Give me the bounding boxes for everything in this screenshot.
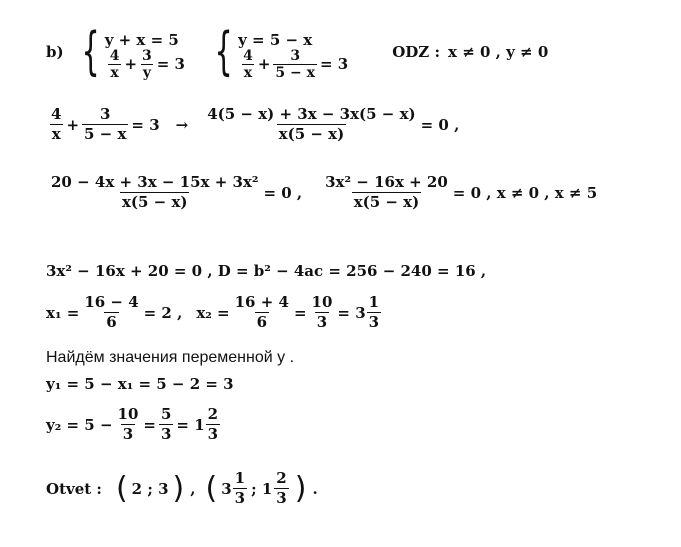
x2-label: x₂ = — [196, 303, 230, 322]
operator: + — [66, 115, 80, 134]
numerator: 4 — [51, 105, 62, 123]
numerator: 2 — [207, 405, 219, 423]
denominator: x(5 − x) — [278, 125, 345, 143]
numerator: 3 — [142, 47, 152, 64]
roots-line — [46, 294, 384, 331]
operator: + — [124, 55, 138, 73]
fraction — [82, 106, 128, 143]
numerator: 20 − 4x + 3x − 15x + 3x² — [51, 173, 259, 191]
mixed-whole: 3 — [221, 479, 232, 498]
part-label: b) — [46, 43, 64, 61]
numerator: 16 − 4 — [84, 293, 139, 311]
odz-label: ODZ : — [392, 43, 441, 61]
fraction — [116, 406, 141, 443]
numerator: 4 — [109, 47, 120, 64]
denominator: 5 − x — [84, 125, 127, 143]
system-2-eq1: y = 5 − x — [238, 31, 313, 49]
system-1-eq1: y + x = 5 — [104, 31, 179, 49]
system-1 — [104, 28, 185, 81]
rhs: = 2 , — [143, 303, 183, 322]
fraction — [49, 106, 63, 143]
system-2-eq2 — [238, 47, 349, 81]
x1-label: x₁ = — [46, 303, 80, 322]
denominator: 3 — [276, 489, 287, 507]
rhs: = 0 , x ≠ 0 , x ≠ 5 — [452, 183, 598, 202]
rhs: = 3 — [320, 55, 349, 73]
fraction — [323, 174, 450, 211]
denominator: 3 — [316, 313, 328, 331]
denominator: 3 — [368, 313, 380, 331]
numerator: 4 — [243, 47, 253, 64]
fraction — [274, 470, 288, 507]
fraction — [241, 49, 255, 80]
left-brace-1: { — [81, 22, 100, 82]
answer-pair-1: 2 ; 3 — [131, 479, 169, 498]
denominator: 3 — [207, 425, 219, 443]
fraction — [108, 49, 122, 80]
system-2 — [238, 28, 349, 81]
numerator: 16 + 4 — [234, 293, 289, 311]
answer-line — [46, 470, 318, 507]
y2-label: y₂ = 5 − — [46, 415, 113, 434]
fraction — [82, 294, 140, 331]
paren-close: ) — [294, 470, 307, 506]
find-y-text: Найдём значения переменной у . — [46, 349, 295, 366]
denominator: y — [142, 64, 151, 81]
denominator: 5 − x — [275, 64, 315, 81]
rhs: = 0 , — [420, 115, 460, 134]
operator: = — [143, 415, 156, 434]
numerator: 1 — [368, 293, 380, 311]
numerator: 3 — [100, 105, 111, 123]
fraction — [205, 106, 417, 143]
y1-line: y₁ = 5 − x₁ = 5 − 2 = 3 — [46, 375, 234, 393]
operator: + — [257, 55, 271, 73]
arrow-icon: → — [175, 115, 189, 134]
denominator: x — [243, 64, 253, 81]
fraction — [49, 174, 260, 211]
rhs: = 1 — [176, 415, 205, 434]
denominator: 6 — [106, 313, 117, 331]
denominator: 3 — [160, 425, 172, 443]
separator: , — [190, 479, 196, 498]
rhs: = 3 — [337, 303, 366, 322]
numerator: 10 — [311, 293, 333, 311]
fraction — [310, 294, 335, 331]
numerator: 5 — [160, 405, 172, 423]
numerator: 10 — [117, 405, 139, 423]
answer-label: Otvet : — [46, 479, 102, 498]
rhs: = 3 — [156, 55, 185, 73]
denominator: x(5 − x) — [121, 193, 188, 211]
rhs: = 0 , — [263, 183, 303, 202]
odz-condition: x ≠ 0 , y ≠ 0 — [448, 43, 549, 61]
denominator: x(5 − x) — [353, 193, 420, 211]
separator: ; 1 — [251, 479, 273, 498]
numerator: 2 — [276, 469, 287, 487]
paren-open: ( — [115, 470, 128, 506]
period: . — [312, 479, 318, 498]
equation-step-2 — [46, 174, 597, 211]
left-brace-2: { — [214, 22, 233, 82]
denominator: 6 — [256, 313, 267, 331]
equation-step-1 — [46, 106, 459, 143]
systems-line — [46, 22, 549, 82]
paren-open: ( — [205, 470, 218, 506]
numerator: 3x² − 16x + 20 — [325, 173, 448, 191]
denominator: 3 — [234, 489, 246, 507]
fraction — [159, 406, 173, 443]
system-1-eq2 — [105, 47, 185, 81]
fraction — [233, 294, 291, 331]
numerator: 3 — [290, 47, 301, 64]
fraction — [367, 294, 381, 331]
operator: = — [293, 303, 307, 322]
denominator: 3 — [122, 425, 134, 443]
paren-close: ) — [172, 470, 185, 506]
rhs: = 3 — [131, 115, 160, 134]
y2-line — [46, 406, 223, 443]
fraction — [140, 49, 154, 80]
quadratic-line: 3x² − 16x + 20 = 0 , D = b² − 4ac = 256 − 240 = 16 , — [46, 262, 487, 280]
fraction — [206, 406, 220, 443]
numerator: 4(5 − x) + 3x − 3x(5 − x) — [207, 105, 416, 123]
denominator: x — [51, 125, 61, 143]
fraction — [233, 470, 247, 507]
denominator: x — [110, 64, 119, 81]
numerator: 1 — [234, 469, 246, 487]
fraction — [273, 49, 317, 80]
